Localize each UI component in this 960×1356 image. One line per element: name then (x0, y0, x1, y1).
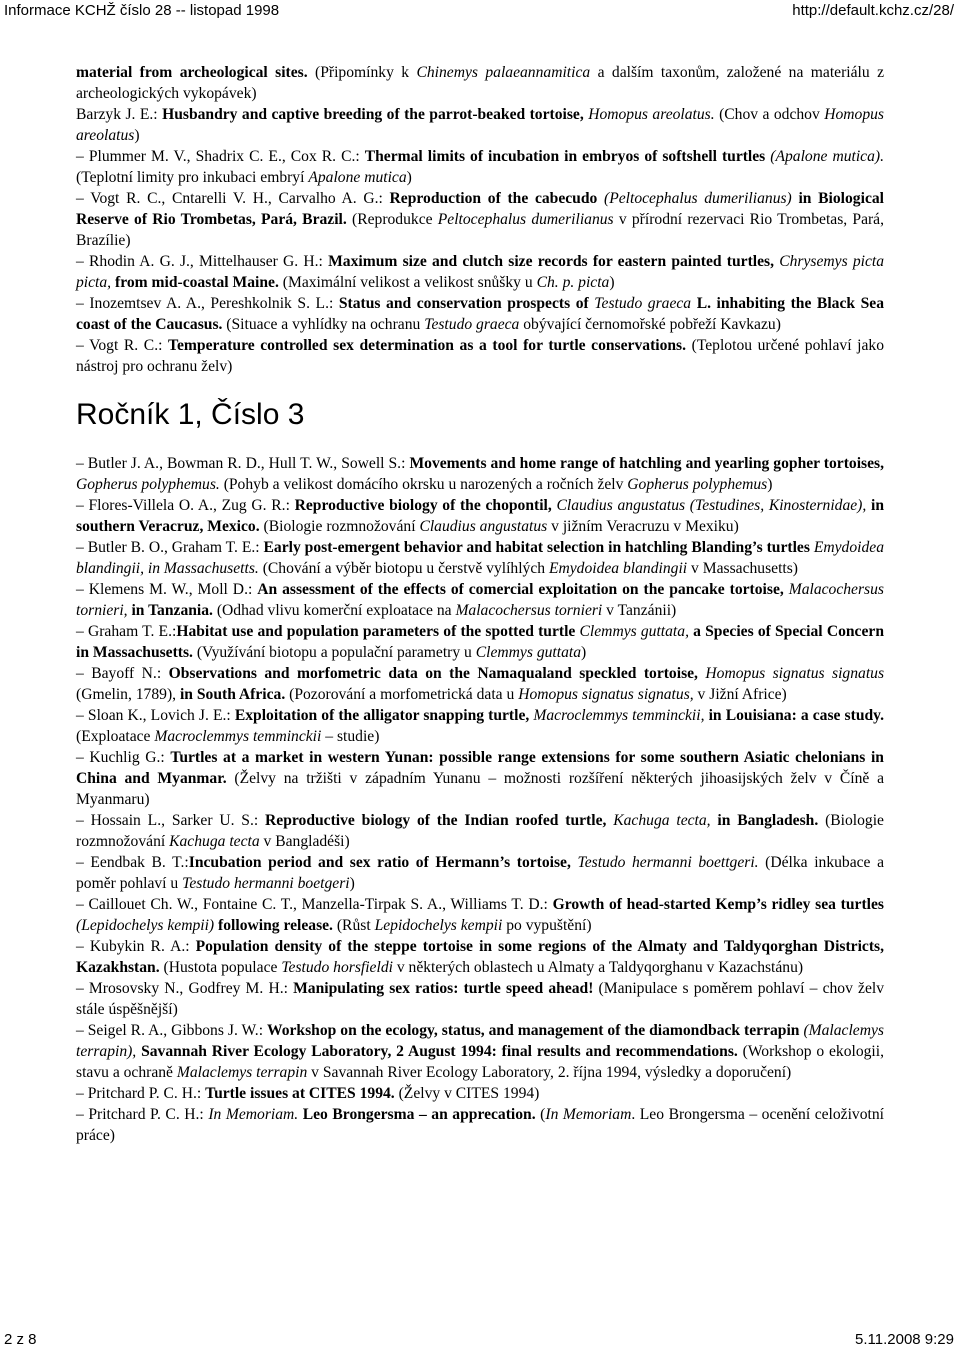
bibliography-entry (76, 104, 884, 146)
bibliography-entry (76, 495, 884, 537)
page-footer (0, 1331, 960, 1353)
entry-species-text: Clemmys guttata, (579, 623, 689, 640)
entry-species-text: Gopherus polyphemus (627, 476, 768, 493)
entry-text: (Želvy na tržišti v západním Yunanu – možnosti rozšíření některých jihoasijských želv v Číně a Myanmaru) (76, 770, 885, 808)
entry-species-text: (Malaclemys terrapin), (76, 1022, 884, 1060)
entry-species-text: Apalone mutica (308, 169, 407, 186)
bibliography-entry (76, 621, 884, 663)
entry-text: – Kuchlig G.: (76, 749, 171, 766)
entry-text: (Teplotní limity pro inkubaci embryí (76, 169, 309, 186)
entry-text: – Kubykin R. A.: (76, 938, 196, 955)
entry-text: – studie) (321, 728, 380, 745)
entry-text: (Teplotou určené pohlaví jako nástroj pro ochranu želv) (76, 337, 885, 375)
entry-species-text: Testudo graeca (594, 295, 692, 312)
entry-title-text: Turtles at a market in western Yunan: possible range extensions for some southern Asiatic chelonians in China and Myanmar. (76, 749, 884, 787)
entry-text: v některých oblastech u Almaty a Taldyqorghanu v Kazachstánu) (392, 959, 804, 976)
entry-species-text: Clemmys guttata (475, 644, 582, 661)
entry-title-text: Thermal limits of incubation in embryos of softshell turtles (364, 148, 766, 165)
entry-species-text: Emydoidea blandingii, in Massachusetts. (76, 539, 884, 577)
entry-title-text: Incubation period and sex ratio of Hermann’s tortoise, (188, 854, 571, 871)
entry-text: ) (406, 169, 412, 186)
entry-text: v přírodní rezervaci Rio Trombetas, Pará, Brazílie) (76, 211, 885, 249)
entry-text: – Eendbak B. T.: (76, 854, 189, 871)
section-heading: Ročník 1, Číslo 3 (76, 398, 305, 431)
entry-species-text: Malacochersus tornieri (455, 602, 603, 619)
entry-text: (Pohyb a velikost domácího okrsku u narozených a ročních želv (219, 476, 628, 493)
entry-text: . Leo Brongersma – ocenění celoživotní práce) (76, 1106, 884, 1144)
entry-title-text: Temperature controlled sex determination as a tool for turtle conservations. (168, 337, 687, 354)
entry-text: (Gmelin, 1789), (76, 686, 180, 703)
entry-text: (Reprodukce (346, 211, 438, 228)
bibliography-entry (76, 1083, 884, 1104)
entry-species-text: (Peltocephalus dumerilianus) (604, 190, 792, 207)
entry-text: – Pritchard P. C. H.: (76, 1085, 206, 1102)
entry-text: – Butler B. O., Graham T. E.: (76, 539, 264, 556)
entry-species-text: Malaclemys terrapin (176, 1064, 308, 1081)
entry-species-text: Kachuga tecta, (613, 812, 711, 829)
entry-species-text: Macroclemmys temminckii, (533, 707, 705, 724)
bibliography-entry (76, 1020, 884, 1083)
entry-text: v Tanzánii) (602, 602, 677, 619)
entry-title-text: Status and conservation prospects of (338, 295, 589, 312)
entry-text: – Pritchard P. C. H.: (76, 1106, 209, 1123)
entry-title-text: in Bangladesh. (717, 812, 819, 829)
entry-species-text: Homopus areolatus. (588, 106, 715, 123)
entry-text: ) (349, 875, 355, 892)
entry-title-text: Manipulating sex ratios: turtle speed ahead! (293, 980, 594, 997)
entry-text: – Inozemtsev A. A., Pereshkolnik S. L.: (76, 295, 339, 312)
entry-text: (Délka inkubace a poměr pohlaví u (76, 854, 884, 892)
entry-text: – Vogt R. C.: (76, 337, 169, 354)
entry-text: (Chov a odchov (714, 106, 825, 123)
print-datetime: 5.11.2008 9:29 (855, 1331, 954, 1348)
page-header (0, 0, 960, 24)
entry-species-text: Homopus signatus signatus, (518, 686, 694, 703)
entry-species-text: Emydoidea blandingii (548, 560, 688, 577)
entry-text: – Bayoff N.: (76, 665, 169, 682)
entry-text: – Seigel R. A., Gibbons J. W.: (76, 1022, 267, 1039)
page-url: http://default.kchz.cz/28/ (792, 2, 954, 19)
entry-text: (Pozorování a morfometrická data u (285, 686, 519, 703)
bibliography-entry (76, 579, 884, 621)
entry-text: – Graham T. E.: (76, 623, 177, 640)
entry-title-text: in Tanzania. (131, 602, 213, 619)
entry-species-text: In Memoriam (545, 1106, 632, 1123)
entry-text: Barzyk J. E.: (76, 106, 163, 123)
bibliography-entry (76, 747, 884, 810)
entry-text: (Využívání biotopu a populační parametry u (192, 644, 476, 661)
entry-text: (Biologie rozmnožování (259, 518, 420, 535)
bibliography-entry (76, 188, 884, 251)
entry-title-text: material from archeological sites. (76, 64, 308, 81)
entry-title-text: Reproductive biology of the Indian roofed turtle, (265, 812, 607, 829)
entry-text: – Rhodin A. G. J., Mittelhauser G. H.: (76, 253, 329, 270)
entry-species-text: Testudo graeca (424, 316, 520, 333)
bibliography-entry (76, 453, 884, 495)
entry-title-text: Early post-emergent behavior and habitat selection in hatchling Blanding’s turtles (263, 539, 810, 556)
entry-species-text: Claudius angustatus (Testudines, Kinosternidae), (556, 497, 867, 514)
bibliography-entry (76, 810, 884, 852)
entry-text: – Hossain L., Sarker U. S.: (76, 812, 266, 829)
entry-species-text: In Memoriam. (208, 1106, 299, 1123)
entry-species-text: Testudo horsfieldi (281, 959, 393, 976)
bibliography-entry (76, 62, 884, 104)
entry-text: – Mrosovsky N., Godfrey M. H.: (76, 980, 294, 997)
entry-title-text: Turtle issues at CITES 1994. (205, 1085, 395, 1102)
entry-title-text: Savannah River Ecology Laboratory, 2 August 1994: final results and recommendations. (141, 1043, 738, 1060)
entry-species-text: Homopus signatus signatus (705, 665, 885, 682)
entry-text: (Odhad vlivu komerční exploatace na (212, 602, 456, 619)
bibliography-entry (76, 705, 884, 747)
entry-title-text: Growth of head-started Kemp’s ridley sea turtles (552, 896, 884, 913)
entry-species-text: Chinemys palaeannamitica (416, 64, 591, 81)
entry-title-text: in South Africa. (179, 686, 286, 703)
entry-species-text: Kachuga tecta (169, 833, 260, 850)
entry-text: v jižním Veracruzu v Mexiku) (547, 518, 739, 535)
entry-species-text: Chrysemys picta picta, (76, 253, 885, 291)
entry-species-text: Ch. p. picta (536, 274, 610, 291)
entry-text: – Caillouet Ch. W., Fontaine C. T., Manzella-Tirpak S. A., Williams T. D.: (76, 896, 553, 913)
entry-species-text: Malacochersus tornieri, (76, 581, 884, 619)
entry-text: (Exploatace (76, 728, 155, 745)
entry-text: (Manipulace s poměrem pohlaví – chov želv stále úspěšnější) (76, 980, 885, 1018)
entry-text: (Chování a výběr biotopu u čerstvě vylíhlých (258, 560, 549, 577)
entry-title-text: Maximum size and clutch size records for eastern painted turtles, (328, 253, 774, 270)
entry-title-text: Reproduction of the cabecudo (389, 190, 598, 207)
bibliography-entry (76, 537, 884, 579)
entry-title-text: Population density of the steppe tortoise in some regions of the Almaty and Taldyqorghan Districts, Kazakhstan. (76, 938, 884, 976)
entry-species-text: (Lepidochelys kempii) (76, 917, 215, 934)
entry-text: – Sloan K., Lovich J. E.: (76, 707, 235, 724)
entry-title-text: An assessment of the effects of comercial exploitation on the pancake tortoise, (257, 581, 784, 598)
document-body (76, 62, 884, 1146)
entry-species-text: Testudo hermanni boettgeri. (577, 854, 759, 871)
entry-species-text: Claudius angustatus (419, 518, 548, 535)
bibliography-entry (76, 936, 884, 978)
entry-text: ) (581, 644, 587, 661)
entry-title-text: in Biological Reserve of Rio Trombetas, Pará, Brazil. (76, 190, 884, 228)
entry-text: – Plummer M. V., Shadrix C. E., Cox R. C.: (76, 148, 365, 165)
entry-text: ) (767, 476, 773, 493)
entry-text: (Připomínky k (307, 64, 417, 81)
entry-text: a dalším taxonům, založené na materiálu z archeologických vykopávek) (76, 64, 884, 102)
entry-text: ) (134, 127, 140, 144)
entry-text: po vypuštění) (502, 917, 592, 934)
entry-title-text: L. inhabiting the Black Sea coast of the Caucasus. (76, 295, 885, 333)
entry-species-text: Testudo hermanni boetgeri (182, 875, 350, 892)
bibliography-entry (76, 1104, 884, 1146)
bibliography-entry (76, 251, 884, 293)
entry-title-text: Workshop on the ecology, status, and management of the diamondback terrapin (266, 1022, 800, 1039)
bibliography-entry (76, 894, 884, 936)
entry-title-text: Husbandry and captive breeding of the parrot-beaked tortoise, (162, 106, 584, 123)
entry-species-text: (Apalone mutica). (770, 148, 884, 165)
entry-text: (Hustota populace (159, 959, 282, 976)
entry-title-text: Habitat use and population parameters of the spotted turtle (176, 623, 576, 640)
entry-title-text: from mid-coastal Maine. (115, 274, 279, 291)
entry-text: (Želvy v CITES 1994) (394, 1085, 540, 1102)
entry-text: – Klemens M. W., Moll D.: (76, 581, 258, 598)
entry-text: v Savannah River Ecology Laboratory, 2. října 1994, výsledky a doporučení) (307, 1064, 792, 1081)
entry-text: ( (535, 1106, 546, 1123)
entry-text: (Biologie rozmnožování (76, 812, 884, 850)
entry-species-text: Macroclemmys temminckii (154, 728, 322, 745)
entry-title-text: Exploitation of the alligator snapping turtle, (234, 707, 530, 724)
entry-text: (Maximální velikost a velikost snůšky u (278, 274, 537, 291)
entry-text: v Jižní Africe) (693, 686, 787, 703)
entry-text: ) (609, 274, 615, 291)
entry-species-text: Homopus areolatus (76, 106, 884, 144)
entry-species-text: Lepidochelys kempii (374, 917, 503, 934)
entry-text: (Workshop o ekologii, stavu a ochraně (76, 1043, 884, 1081)
bibliography-entry (76, 293, 884, 335)
entry-title-text: in southern Veracruz, Mexico. (76, 497, 884, 535)
entry-list-before (76, 62, 884, 377)
entry-text: v Massachusetts) (687, 560, 798, 577)
bibliography-entry (76, 335, 884, 377)
entry-list-after (76, 453, 884, 1146)
entry-title-text: Movements and home range of hatchling and yearling gopher tortoises, (409, 455, 884, 472)
entry-title-text: Observations and morfometric data on the Namaqualand speckled tortoise, (168, 665, 698, 682)
entry-text: v Bangladéši) (259, 833, 350, 850)
entry-text: obývající černomořské pobřeží Kavkazu) (519, 316, 781, 333)
entry-text: – Butler J. A., Bowman R. D., Hull T. W., Sowell S.: (76, 455, 410, 472)
bibliography-entry (76, 146, 884, 188)
entry-title-text: Leo Brongersma – an apprecation. (302, 1106, 536, 1123)
entry-species-text: Gopherus polyphemus. (76, 476, 220, 493)
entry-title-text: Reproductive biology of the chopontil, (294, 497, 552, 514)
entry-species-text: Peltocephalus dumerilianus (437, 211, 614, 228)
bibliography-entry (76, 978, 884, 1020)
entry-text: – Vogt R. C., Cntarelli V. H., Carvalho A. G.: (76, 190, 390, 207)
entry-text: – Flores-Villela O. A., Zug G. R.: (76, 497, 295, 514)
entry-title-text: a Species of Special Concern in Massachusetts. (76, 623, 884, 661)
entry-title-text: in Louisiana: a case study. (708, 707, 884, 724)
entry-title-text: following release. (218, 917, 333, 934)
entry-text: (Růst (332, 917, 375, 934)
page-number: 2 z 8 (4, 1331, 37, 1348)
bibliography-entry (76, 852, 884, 894)
entry-text: (Situace a vyhlídky na ochranu (222, 316, 425, 333)
page-title: Informace KCHŽ číslo 28 -- listopad 1998 (4, 2, 280, 19)
bibliography-entry (76, 663, 884, 705)
